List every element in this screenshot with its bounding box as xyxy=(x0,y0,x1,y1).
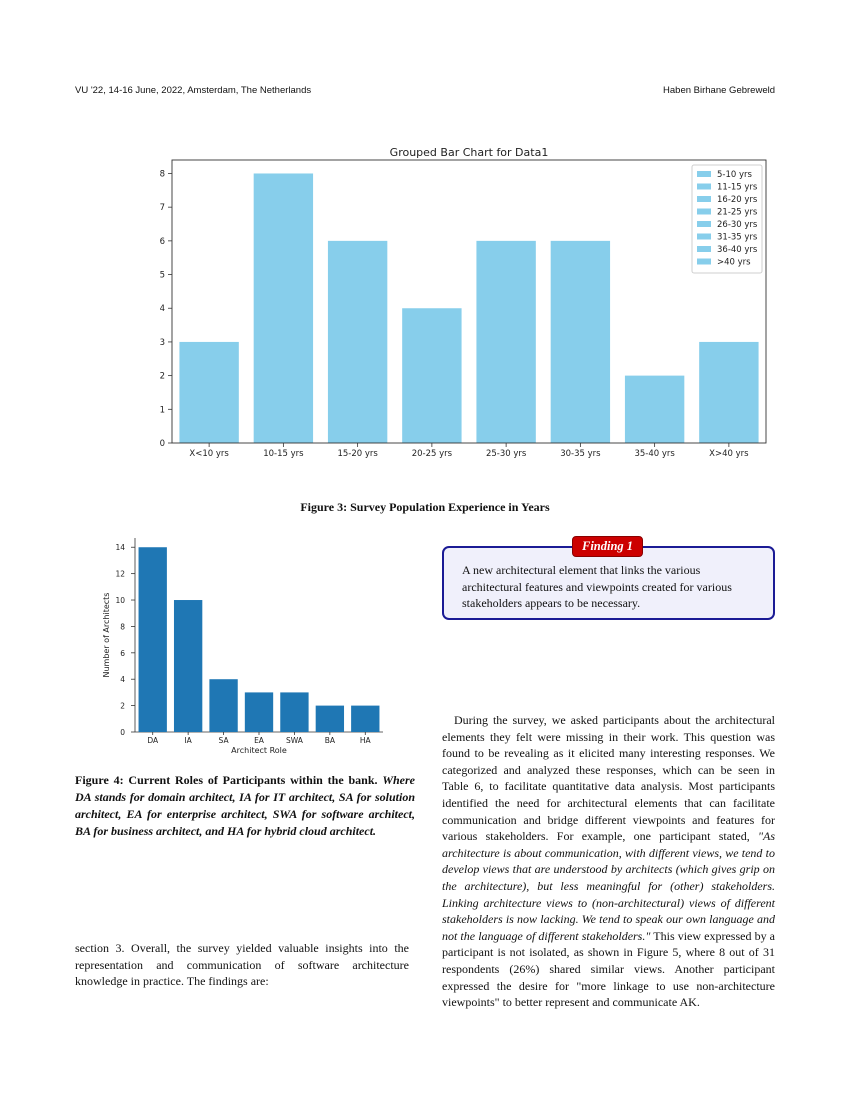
legend-label: >40 yrs xyxy=(717,257,751,268)
x-tick-label: 25-30 yrs xyxy=(485,449,527,459)
y-tick-label: 8 xyxy=(120,622,125,632)
bar-25-30 yrs xyxy=(476,241,535,443)
legend-swatch xyxy=(697,196,711,202)
y-tick-label: 0 xyxy=(159,439,165,449)
legend-label: 21-25 yrs xyxy=(717,207,758,218)
x-tick-label: SWA xyxy=(285,736,303,745)
y-tick-label: 12 xyxy=(115,569,125,579)
bar-SA xyxy=(209,679,237,732)
y-tick-label: 4 xyxy=(159,304,165,315)
y-tick-label: 8 xyxy=(159,169,165,180)
bar-X<10 yrs xyxy=(179,342,238,443)
paragraph-text-part2: This view expressed by a participant is not isolated, as shown in Figure 5, where 8 out of 31 respondents (26%) shared similar views. Another participant expressed the desire for "more linkage to use non-architecture viewpoints" to better represent and communicate AK. xyxy=(442,928,775,1010)
left-column-paragraph: section 3. Overall, the survey yielded valuable insights into the representation and communication of software architecture knowledge in practice. The findings are: xyxy=(75,941,409,989)
x-tick-label: DA xyxy=(147,736,159,745)
running-header-author: Haben Birhane Gebreweld xyxy=(663,85,775,96)
x-tick-label: X<10 yrs xyxy=(189,449,229,459)
finding-1-text: A new architectural element that links the various architectural features and viewpoints created for various stakeholders appears to be necessary. xyxy=(462,563,732,611)
y-tick-label: 0 xyxy=(120,728,125,737)
bar-DA xyxy=(139,547,167,732)
y-tick-label: 2 xyxy=(159,371,165,382)
x-tick-label: 35-40 yrs xyxy=(634,449,675,459)
y-tick-label: 7 xyxy=(159,203,165,214)
legend-swatch xyxy=(697,246,711,252)
legend-swatch xyxy=(697,171,711,177)
legend-label: 16-20 yrs xyxy=(717,195,758,205)
x-tick-label: HA xyxy=(359,736,371,745)
y-axis-label: Number of Architects xyxy=(102,592,111,678)
legend-swatch xyxy=(697,184,711,190)
bar-35-40 yrs xyxy=(625,376,684,443)
chart-title: Grouped Bar Chart for Data1 xyxy=(389,146,549,159)
legend-label: 5-10 yrs xyxy=(717,170,752,180)
y-tick-label: 6 xyxy=(120,648,125,658)
paragraph-text-part1: During the survey, we asked participants about the architectural elements they felt were missing in their work. This question was found to be revealing as it elicited many interesting responses. We categorized and analyzed these responses, which can be seen in Table 6, to facilitate quantitative data analysis. Most participants identified the need for architectural elements that can facilitate communication and bridge different viewpoints and features for various stakeholders. For example, one participant stated, xyxy=(442,713,775,844)
y-tick-label: 6 xyxy=(159,236,165,247)
x-tick-label: IA xyxy=(184,736,192,745)
participant-quote: "As architecture is about communication, with different views, we tend to develop views that are understood by architects (which gives grip on the architecture), but less meaningful for (other) stakeholders. Linking architecture views to (non-architectural) views of different stakeholders is now lacking. We tend to speak our own language and not the language of different stakeholders." xyxy=(442,829,775,943)
y-tick-label: 3 xyxy=(159,337,165,348)
bar-30-35 yrs xyxy=(551,241,610,443)
bar-20-25 yrs xyxy=(402,308,461,443)
figure-4-bar-chart xyxy=(0,530,430,760)
y-tick-label: 5 xyxy=(159,270,165,281)
bar-X>40 yrs xyxy=(699,342,758,443)
legend-swatch xyxy=(697,259,711,265)
x-tick-label: 15-20 yrs xyxy=(337,449,378,459)
legend-swatch xyxy=(697,221,711,227)
bar-10-15 yrs xyxy=(254,173,313,443)
legend-swatch xyxy=(697,234,711,240)
y-tick-label: 10 xyxy=(115,596,125,606)
running-header-venue: VU '22, 14-16 June, 2022, Amsterdam, The Netherlands xyxy=(75,85,312,96)
figure-4-caption-title: Figure 4: Current Roles of Participants within the bank. xyxy=(75,773,378,787)
x-tick-label: 30-35 yrs xyxy=(560,449,601,459)
figure-3-caption: Figure 3: Survey Population Experience in Years xyxy=(300,500,550,514)
bar-HA xyxy=(351,706,379,732)
bar-EA xyxy=(245,692,273,732)
x-axis-label: Architect Role xyxy=(231,746,287,755)
legend-label: 26-30 yrs xyxy=(717,220,758,230)
legend-swatch xyxy=(697,209,711,215)
x-tick-label: 20-25 yrs xyxy=(411,449,453,459)
y-tick-label: 2 xyxy=(120,701,125,711)
figure-4-caption xyxy=(75,772,415,840)
x-tick-label: BA xyxy=(324,736,335,745)
x-tick-label: 10-15 yrs xyxy=(263,449,304,459)
legend-label: 36-40 yrs xyxy=(717,245,758,255)
x-tick-label: X>40 yrs xyxy=(709,449,749,459)
legend-label: 31-35 yrs xyxy=(717,232,758,243)
bar-SWA xyxy=(280,692,308,732)
bar-15-20 yrs xyxy=(328,241,387,443)
right-column-paragraph xyxy=(442,712,775,1011)
y-tick-label: 14 xyxy=(115,543,125,553)
finding-1-title: Finding 1 xyxy=(572,536,643,557)
figure-3-bar-chart xyxy=(0,0,850,500)
legend-label: 11-15 yrs xyxy=(717,182,758,193)
x-tick-label: EA xyxy=(254,736,264,745)
y-tick-label: 1 xyxy=(159,405,165,416)
bar-BA xyxy=(316,706,344,732)
x-tick-label: SA xyxy=(218,736,229,745)
bar-IA xyxy=(174,600,202,732)
y-tick-label: 4 xyxy=(120,675,125,685)
finding-1-box xyxy=(442,539,775,620)
figure-4-caption-abbreviations: Where DA stands for domain architect, IA for IT architect, SA for solution architect, EA for enterprise architect, SWA for software architect, BA for business architect, and HA for hybrid cloud architect. xyxy=(75,773,415,838)
